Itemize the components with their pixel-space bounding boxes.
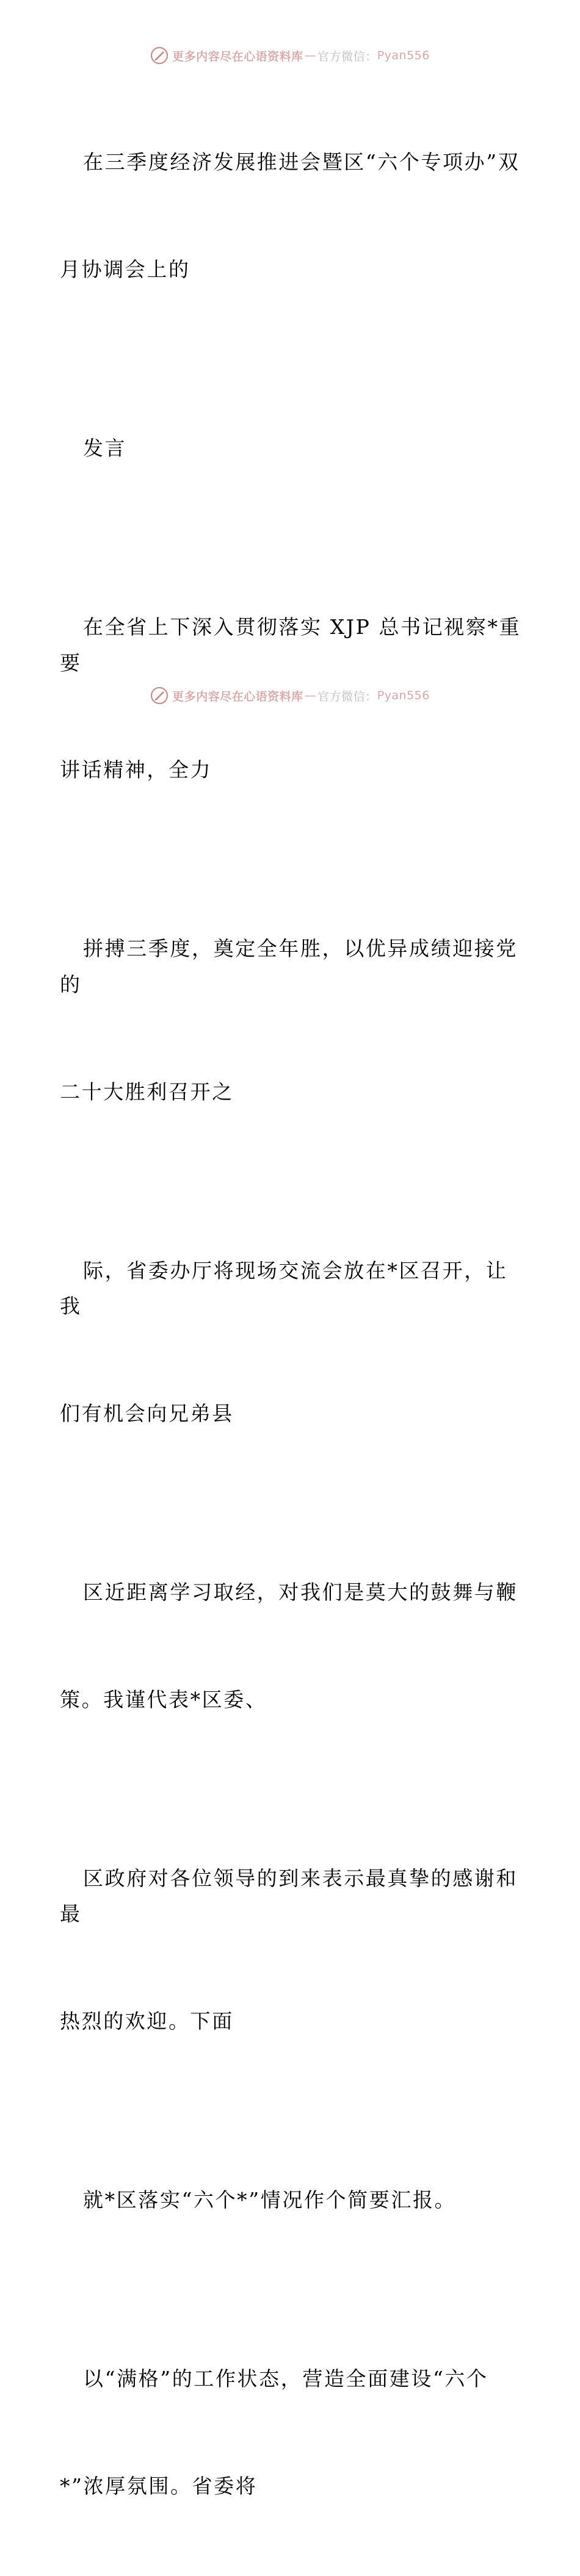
paragraph-line: 讲话精神，全力: [60, 758, 212, 782]
paragraph-line: 就*区落实“六个*”情况作个简要汇报。: [83, 2188, 457, 2212]
paragraph-subtitle: [60, 359, 524, 538]
paragraph-line: 月协调会上的: [60, 257, 190, 281]
paragraph-line: 在三季度经济发展推进会暨区“六个专项办”双: [83, 150, 520, 174]
watermark-text: 更多内容尽在心语资料库: [172, 689, 303, 703]
watermark-separator: —: [304, 689, 317, 702]
paragraph-line: 在全省上下深入贯彻落实 XJP 总书记视察*重要: [60, 614, 521, 675]
paragraph-line: 拼搏三季度，奠定全年胜，以优异成绩迎接党的: [60, 937, 518, 996]
watermark-label: 官方微信：: [317, 689, 377, 703]
watermark-separator: —: [304, 49, 317, 62]
paragraph-line: 二十大胜利召开之: [60, 1079, 234, 1104]
paragraph-line: *”浓厚氛围。省委将: [60, 2473, 258, 2498]
document-body: [60, 73, 524, 2576]
paragraph-line: 热烈的欢迎。下面: [60, 2009, 234, 2034]
paragraph: [60, 2111, 524, 2290]
paragraph-line: 际，省委办厅将现场交流会放在*区召开，让我: [60, 1258, 508, 1319]
brand-logo-icon: [150, 46, 169, 65]
brand-logo-icon: [150, 686, 169, 705]
paragraph: [60, 1790, 524, 2111]
paragraph-line: 发言: [83, 436, 127, 460]
paragraph-line: 区近距离学习取经，对我们是莫大的鼓舞与鞭: [83, 1580, 518, 1604]
watermark-label: 官方微信：: [317, 49, 377, 63]
paragraph: [60, 1503, 524, 1790]
watermark-id: Pyan556: [377, 689, 430, 702]
watermark-footer: [0, 683, 580, 708]
watermark-header: [0, 43, 580, 68]
paragraph: [60, 1181, 524, 1503]
paragraph-line: 区政府对各位领导的到来表示最真挚的感谢和最: [60, 1866, 518, 1926]
watermark-id: Pyan556: [377, 49, 430, 62]
paragraph-title: [60, 73, 524, 359]
paragraph: [60, 860, 524, 1181]
paragraph: [60, 2290, 524, 2576]
paragraph-line: 策。我谨代表*区委、: [60, 1687, 267, 1711]
watermark-text: 更多内容尽在心语资料库: [172, 49, 303, 63]
paragraph-line: 们有机会向兄弟县: [60, 1401, 234, 1425]
paragraph-line: 以“满格”的工作状态，营造全面建设“六个: [83, 2367, 488, 2391]
